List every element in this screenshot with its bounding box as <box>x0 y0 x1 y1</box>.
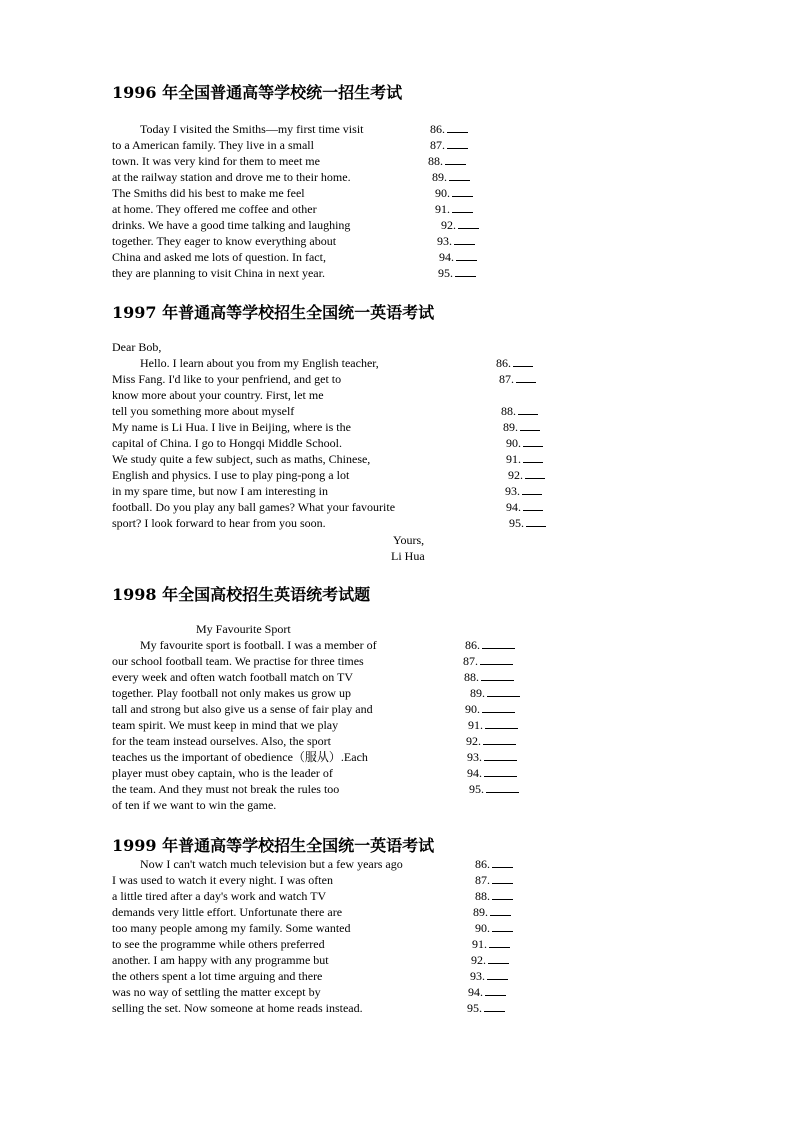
answer-blank[interactable] <box>449 169 470 181</box>
answer-blank[interactable] <box>518 403 538 415</box>
line-text: English and physics. I use to play ping-pong a lot <box>112 468 350 482</box>
answer-blank[interactable] <box>455 265 476 277</box>
answer-slot <box>472 936 510 952</box>
text-line <box>0 387 794 403</box>
section-title-1996: 1996 年全国普通高等学校统一招生考试 <box>112 83 403 102</box>
text-line <box>0 499 794 515</box>
line-text: Today I visited the Smiths—my first time visit <box>140 122 364 136</box>
line-text: of ten if we want to win the game. <box>112 798 277 812</box>
answer-number: 87. <box>463 654 478 668</box>
answer-blank[interactable] <box>490 904 511 916</box>
text-line <box>0 936 794 952</box>
answer-number: 93. <box>467 750 482 764</box>
text-line <box>0 904 794 920</box>
answer-slot <box>470 685 520 701</box>
answer-blank[interactable] <box>523 451 543 463</box>
line-text: our school football team. We practise for three times <box>112 654 364 668</box>
text-line <box>0 515 794 531</box>
line-text: to see the programme while others preferred <box>112 937 325 951</box>
answer-blank[interactable] <box>488 952 509 964</box>
answer-number: 95. <box>438 266 453 280</box>
answer-slot <box>503 419 540 435</box>
line-text: selling the set. Now someone at home reads instead. <box>112 1001 363 1015</box>
line-text: We study quite a few subject, such as maths, Chinese, <box>112 452 371 466</box>
text-line <box>0 749 794 765</box>
answer-number: 91. <box>468 718 483 732</box>
line-text: too many people among my family. Some wanted <box>112 921 351 935</box>
answer-blank[interactable] <box>516 371 536 383</box>
line-text: team spirit. We must keep in mind that we play <box>112 718 339 732</box>
answer-blank[interactable] <box>523 499 543 511</box>
answer-slot <box>465 701 515 717</box>
answer-slot <box>475 920 513 936</box>
answer-number: 86. <box>496 356 511 370</box>
answer-number: 90. <box>465 702 480 716</box>
text-line <box>0 137 794 153</box>
answer-slot <box>499 371 536 387</box>
answer-blank[interactable] <box>487 968 508 980</box>
text-line <box>0 233 794 249</box>
answer-slot <box>506 435 543 451</box>
answer-number: 92. <box>508 468 523 482</box>
section-title-1998: 1998 年全国高校招生英语统考试题 <box>112 585 371 604</box>
line-text: a little tired after a day's work and watch TV <box>112 889 327 903</box>
answer-slot <box>505 483 542 499</box>
answer-blank[interactable] <box>445 153 466 165</box>
answer-slot <box>468 984 506 1000</box>
answer-slot <box>463 653 513 669</box>
answer-blank[interactable] <box>484 1000 505 1012</box>
answer-slot <box>466 733 516 749</box>
answer-slot <box>509 515 546 531</box>
text-line <box>0 781 794 797</box>
line-text: capital of China. I go to Hongqi Middle School. <box>112 436 342 450</box>
answer-number: 93. <box>437 234 452 248</box>
answer-slot <box>473 904 511 920</box>
answer-number: 91. <box>506 452 521 466</box>
line-text: tall and strong but also give us a sense of fair play and <box>112 702 373 716</box>
text-line <box>0 249 794 265</box>
answer-blank[interactable] <box>481 669 514 681</box>
answer-number: 90. <box>506 436 521 450</box>
answer-number: 95. <box>469 782 484 796</box>
text-line <box>0 185 794 201</box>
line-text: to a American family. They live in a small <box>112 138 314 152</box>
text-line <box>0 265 794 281</box>
answer-number: 91. <box>435 202 450 216</box>
answer-slot <box>471 952 509 968</box>
answer-number: 86. <box>430 122 445 136</box>
answer-number: 92. <box>471 953 486 967</box>
answer-blank[interactable] <box>486 781 519 793</box>
answer-slot <box>438 265 476 281</box>
answer-blank[interactable] <box>492 872 513 884</box>
answer-slot <box>435 201 473 217</box>
answer-number: 91. <box>472 937 487 951</box>
line-text: the team. And they must not break the rules too <box>112 782 340 796</box>
text-line <box>0 467 794 483</box>
line-text: was no way of settling the matter except by <box>112 985 321 999</box>
answer-number: 87. <box>499 372 514 386</box>
text-line <box>0 1000 794 1016</box>
line-text: know more about your country. First, let me <box>112 388 324 402</box>
answer-number: 94. <box>439 250 454 264</box>
line-text: tell you something more about myself <box>112 404 295 418</box>
answer-slot <box>475 888 513 904</box>
letter-signature: Li Hua <box>391 549 425 563</box>
text-line <box>0 451 794 467</box>
line-text: Now I can't watch much television but a few years ago <box>140 857 403 871</box>
answer-blank[interactable] <box>492 888 513 900</box>
line-text: My name is Li Hua. I live in Beijing, where is the <box>112 420 351 434</box>
answer-slot <box>464 669 514 685</box>
answer-slot <box>501 403 538 419</box>
answer-blank[interactable] <box>447 137 468 149</box>
answer-slot <box>430 121 468 137</box>
line-text: Hello. I learn about you from my English teacher, <box>140 356 379 370</box>
text-line <box>0 920 794 936</box>
text-line <box>0 968 794 984</box>
section-title-1997: 1997 年普通高等学校招生全国统一英语考试 <box>112 303 435 322</box>
answer-slot <box>435 185 473 201</box>
line-text: in my spare time, but now I am interesting in <box>112 484 328 498</box>
answer-slot <box>428 153 466 169</box>
answer-number: 87. <box>475 873 490 887</box>
line-text: at home. They offered me coffee and other <box>112 202 317 216</box>
text-line <box>0 637 794 653</box>
line-text: teaches us the important of obedience（服从）.Each <box>112 750 368 764</box>
answer-number: 89. <box>470 686 485 700</box>
answer-slot <box>432 169 470 185</box>
text-line <box>0 797 794 813</box>
line-text: Miss Fang. I'd like to your penfriend, and get to <box>112 372 342 386</box>
line-text: town. It was very kind for them to meet me <box>112 154 320 168</box>
answer-slot <box>467 1000 505 1016</box>
answer-blank[interactable] <box>485 717 518 729</box>
text-line <box>0 888 794 904</box>
answer-blank[interactable] <box>526 515 546 527</box>
answer-blank[interactable] <box>489 936 510 948</box>
text-line <box>0 217 794 233</box>
text-line <box>0 121 794 137</box>
answer-slot <box>508 467 545 483</box>
line-text: sport? I look forward to hear from you soon. <box>112 516 326 530</box>
line-text: at the railway station and drove me to their home. <box>112 170 351 184</box>
line-text: My favourite sport is football. I was a member of <box>140 638 377 652</box>
section-title-1999: 1999 年普通高等学校招生全国统一英语考试 <box>112 836 435 855</box>
answer-blank[interactable] <box>458 217 479 229</box>
answer-slot <box>469 781 519 797</box>
answer-slot <box>430 137 468 153</box>
text-line <box>0 201 794 217</box>
answer-number: 94. <box>506 500 521 514</box>
answer-number: 95. <box>509 516 524 530</box>
answer-blank[interactable] <box>483 733 516 745</box>
answer-number: 92. <box>441 218 456 232</box>
text-line <box>0 717 794 733</box>
answer-blank[interactable] <box>485 984 506 996</box>
text-line <box>0 765 794 781</box>
answer-blank[interactable] <box>484 749 517 761</box>
line-text: they are planning to visit China in next year. <box>112 266 325 280</box>
answer-number: 90. <box>435 186 450 200</box>
text-line <box>0 701 794 717</box>
essay-subtitle: My Favourite Sport <box>196 622 291 636</box>
text-line <box>0 984 794 1000</box>
text-line <box>0 952 794 968</box>
answer-slot <box>475 856 513 872</box>
letter-closing: Yours, <box>393 533 425 547</box>
line-text: every week and often watch football match on TV <box>112 670 354 684</box>
answer-number: 88. <box>464 670 479 684</box>
answer-number: 89. <box>503 420 518 434</box>
answer-slot <box>441 217 479 233</box>
line-text: another. I am happy with any programme but <box>112 953 329 967</box>
text-line <box>0 483 794 499</box>
text-line <box>0 355 794 371</box>
answer-slot <box>468 717 518 733</box>
answer-number: 88. <box>501 404 516 418</box>
answer-number: 93. <box>505 484 520 498</box>
answer-slot <box>506 451 543 467</box>
answer-number: 89. <box>432 170 447 184</box>
answer-slot <box>506 499 543 515</box>
text-line <box>0 685 794 701</box>
answer-blank[interactable] <box>482 701 515 713</box>
answer-blank[interactable] <box>480 653 513 665</box>
line-text: The Smiths did his best to make me feel <box>112 186 305 200</box>
line-text: together. They eager to know everything about <box>112 234 337 248</box>
line-text: the others spent a lot time arguing and there <box>112 969 323 983</box>
answer-blank[interactable] <box>482 637 515 649</box>
answer-number: 92. <box>466 734 481 748</box>
line-text: football. Do you play any ball games? What your favourite <box>112 500 396 514</box>
text-line <box>0 371 794 387</box>
answer-blank[interactable] <box>454 233 475 245</box>
answer-blank[interactable] <box>447 121 468 133</box>
text-line <box>0 669 794 685</box>
answer-blank[interactable] <box>492 920 513 932</box>
line-text: together. Play football not only makes us grow up <box>112 686 351 700</box>
text-line <box>0 169 794 185</box>
answer-number: 88. <box>475 889 490 903</box>
answer-slot <box>467 765 517 781</box>
text-line <box>0 153 794 169</box>
line-text: China and asked me lots of question. In fact, <box>112 250 326 264</box>
text-line <box>0 419 794 435</box>
answer-blank[interactable] <box>525 467 545 479</box>
answer-number: 93. <box>470 969 485 983</box>
answer-blank[interactable] <box>522 483 542 495</box>
answer-blank[interactable] <box>523 435 543 447</box>
answer-number: 89. <box>473 905 488 919</box>
line-text: drinks. We have a good time talking and laughing <box>112 218 351 232</box>
answer-number: 87. <box>430 138 445 152</box>
answer-blank[interactable] <box>452 201 473 213</box>
line-text: demands very little effort. Unfortunate there are <box>112 905 343 919</box>
line-text: I was used to watch it every night. I was often <box>112 873 333 887</box>
answer-blank[interactable] <box>520 419 540 431</box>
text-line <box>0 403 794 419</box>
answer-slot <box>465 637 515 653</box>
answer-blank[interactable] <box>452 185 473 197</box>
answer-number: 90. <box>475 921 490 935</box>
answer-blank[interactable] <box>484 765 517 777</box>
answer-number: 94. <box>467 766 482 780</box>
answer-slot <box>496 355 533 371</box>
text-line <box>0 856 794 872</box>
answer-blank[interactable] <box>456 249 477 261</box>
answer-number: 94. <box>468 985 483 999</box>
answer-blank[interactable] <box>492 856 513 868</box>
answer-blank[interactable] <box>513 355 533 367</box>
text-line <box>0 872 794 888</box>
letter-greeting: Dear Bob, <box>112 340 162 354</box>
answer-slot <box>470 968 508 984</box>
answer-slot <box>475 872 513 888</box>
line-text: player must obey captain, who is the leader of <box>112 766 333 780</box>
answer-slot <box>467 749 517 765</box>
answer-blank[interactable] <box>487 685 520 697</box>
answer-number: 95. <box>467 1001 482 1015</box>
answer-slot <box>439 249 477 265</box>
answer-slot <box>437 233 475 249</box>
text-line <box>0 733 794 749</box>
text-line <box>0 435 794 451</box>
text-line <box>0 653 794 669</box>
answer-number: 88. <box>428 154 443 168</box>
line-text: for the team instead ourselves. Also, the sport <box>112 734 331 748</box>
answer-number: 86. <box>465 638 480 652</box>
answer-number: 86. <box>475 857 490 871</box>
